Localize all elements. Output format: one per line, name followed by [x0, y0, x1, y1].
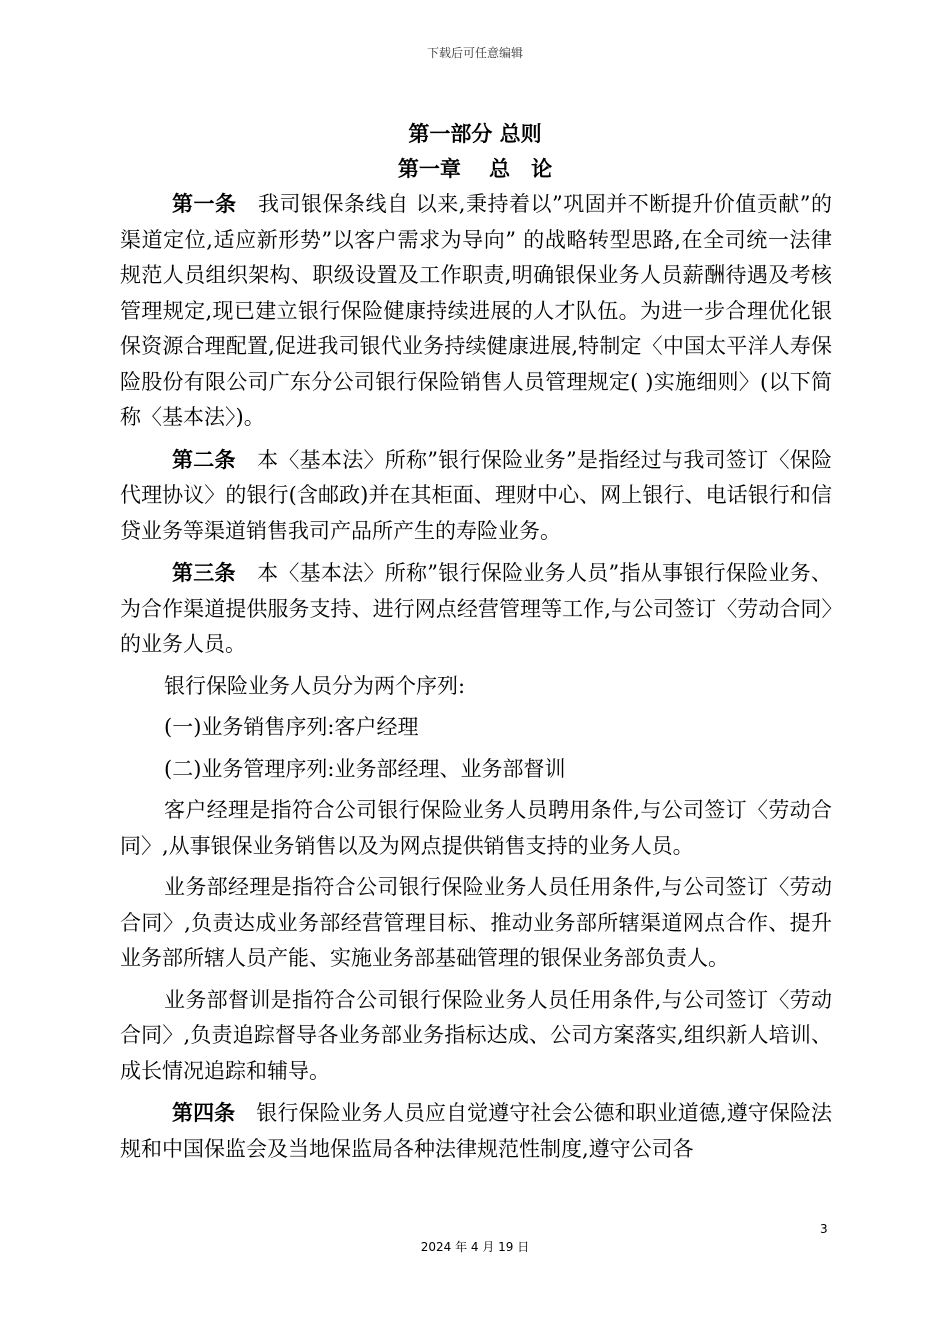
paragraph: 业务部督训是指符合公司银行保险业务人员任用条件,与公司签订〈劳动合同〉,负责追踪督导各业务部业务指标达成、公司方案落实,组织新人培训、成长情况追踪和辅导。 — [120, 987, 832, 1083]
article-label: 第二条 — [172, 446, 236, 472]
paragraph: 银行保险业务人员分为两个序列: — [164, 673, 466, 698]
article-2 — [120, 442, 832, 550]
page-header: 下载后可任意编辑 — [426, 46, 523, 60]
article-text: 银行保险业务人员应自觉遵守社会公德和职业道德,遵守保险法规和中国保监会及当地保监局各种法律规范性制度,遵守公司各 — [120, 1101, 832, 1161]
article-1 — [120, 186, 832, 436]
chapter-title: 第一章 总 论 — [397, 156, 553, 181]
paragraph: (一)业务销售序列:客户经理 — [164, 715, 419, 739]
article-4 — [120, 1095, 832, 1167]
article-text: 本〈基本法〉所称”银行保险业务人员”指从事银行保险业务、为合作渠道提供服务支持、进行网点经营管理等工作,与公司签订〈劳动合同〉的业务人员。 — [120, 561, 832, 656]
article-text: 我司银保条线自 以来,秉持着以”巩固并不断提升价值贡献”的渠道定位,适应新形势”以客户需求为导向” 的战略转型思路,在全司统一法律规范人员组织架构、职级设置及工作职责,明确银保业务人员薪酬待遇及考核管理规定,现已建立银行保险健康持续进展的人才队伍。为进一步合理优化银保资源合理配置,促进我司银代业务持续健康进展,特制定〈中国太平洋人寿保险股份有限公司广东分公司银行保险销售人员管理规定( )实施细则〉(以下简称〈基本法〉)。 — [120, 192, 833, 429]
page-footer-date: 2024 年 4 月 19 日 — [420, 1240, 530, 1254]
part-title: 第一部分 总则 — [408, 121, 542, 146]
article-label: 第三条 — [172, 560, 236, 585]
document-body — [120, 186, 832, 1173]
paragraph: 业务部经理是指符合公司银行保险业务人员任用条件,与公司签订〈劳动合同〉,负责达成业务部经营管理目标、推动业务部所辖渠道网点合作、提升业务部所辖人员产能、实施业务部基础管理的银保业务部负责人。 — [120, 875, 832, 970]
paragraph: 客户经理是指符合公司银行保险业务人员聘用条件,与公司签订〈劳动合同〉,从事银保业务销售以及为网点提供销售支持的业务人员。 — [120, 798, 832, 858]
article-label: 第四条 — [172, 1100, 236, 1125]
article-label: 第一条 — [172, 191, 237, 216]
article-3 — [120, 555, 832, 663]
page-number: 3 — [820, 1222, 828, 1236]
paragraph: (二)业务管理序列:业务部经理、业务部督训 — [164, 756, 566, 781]
article-text: 本〈基本法〉所称”银行保险业务”是指经过与我司签订〈保险代理协议〉的银行(含邮政)并在其柜面、理财中心、网上银行、电话银行和信贷业务等渠道销售我司产品所产生的寿险业务。 — [120, 447, 832, 543]
